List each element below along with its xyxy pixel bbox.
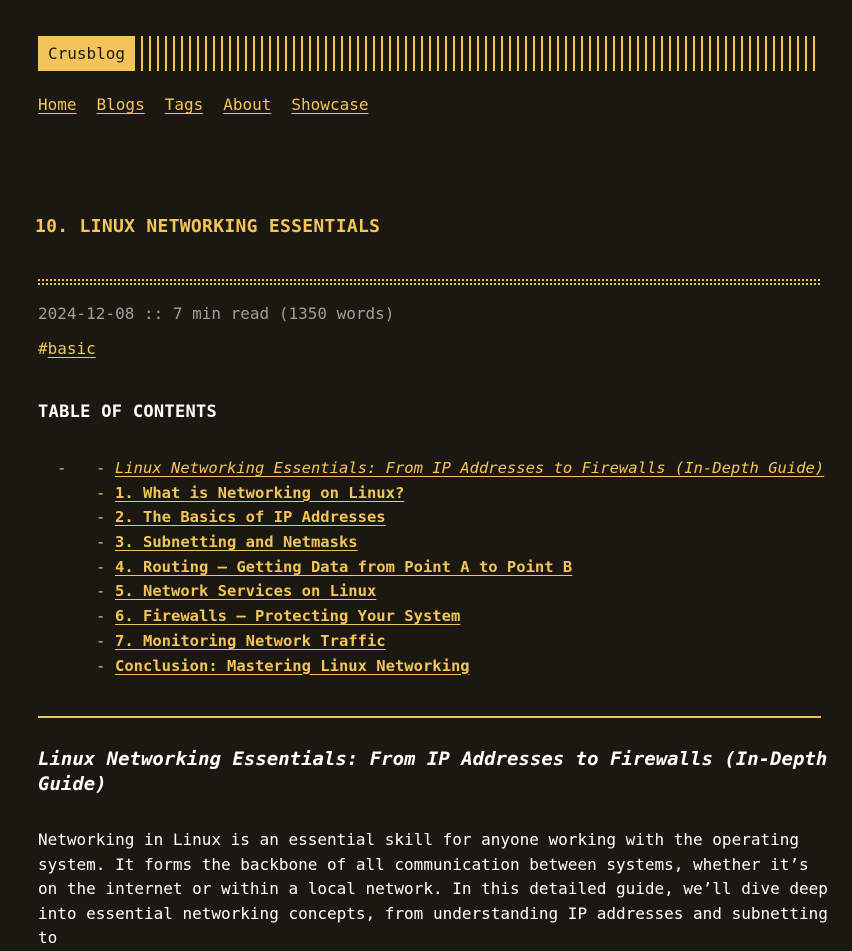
toc-bullet: - bbox=[96, 582, 106, 601]
toc-bullet: - bbox=[96, 631, 106, 650]
toc-item bbox=[38, 579, 838, 604]
article-intro: Networking in Linux is an essential skill for anyone working with the operating system. It forms the backbone of all communication between systems, whether it’s on the internet or within a local network. In this detailed guide, we’ll dive deep into essential networking concepts, from understanding IP addresses and subnetting to bbox=[38, 830, 828, 948]
toc-link-2[interactable]: 2. The Basics of IP Addresses bbox=[115, 508, 386, 527]
toc-link-5[interactable]: 5. Network Services on Linux bbox=[115, 582, 377, 601]
toc-item bbox=[38, 456, 838, 481]
nav-blogs[interactable]: Blogs bbox=[96, 95, 145, 114]
site-logo[interactable]: Crusblog bbox=[38, 36, 135, 71]
toc-link-main[interactable]: Linux Networking Essentials: From IP Addresses to Firewalls (In-Depth Guide) bbox=[115, 459, 825, 477]
toc-divider bbox=[38, 716, 821, 718]
toc-link-1[interactable]: 1. What is Networking on Linux? bbox=[115, 483, 405, 502]
toc-link-conclusion[interactable]: Conclusion: Mastering Linux Networking bbox=[115, 656, 470, 675]
toc-heading: TABLE OF CONTENTS bbox=[38, 402, 218, 422]
toc-bullet: - bbox=[57, 459, 67, 477]
tag-link-basic[interactable]: basic bbox=[47, 339, 96, 358]
toc-item bbox=[38, 629, 838, 654]
post-tags bbox=[38, 339, 96, 358]
toc-link-7[interactable]: 7. Monitoring Network Traffic bbox=[115, 631, 386, 650]
toc-link-6[interactable]: 6. Firewalls – Protecting Your System bbox=[115, 607, 461, 626]
table-of-contents bbox=[38, 456, 838, 678]
toc-bullet: - bbox=[96, 656, 106, 675]
toc-link-4[interactable]: 4. Routing – Getting Data from Point A to Point B bbox=[115, 557, 573, 576]
toc-bullet: - bbox=[96, 483, 106, 502]
nav-tags[interactable]: Tags bbox=[164, 95, 204, 114]
toc-bullet: - bbox=[96, 533, 106, 552]
article-heading: Linux Networking Essentials: From IP Addresses to Firewalls (In-Depth Guide) bbox=[38, 748, 828, 795]
post-title: 10. LINUX NETWORKING ESSENTIALS bbox=[35, 216, 381, 237]
toc-item bbox=[38, 654, 838, 679]
toc-bullet: - bbox=[96, 607, 106, 626]
toc-bullet: - bbox=[96, 508, 106, 527]
main-nav bbox=[38, 95, 821, 114]
nav-about[interactable]: About bbox=[223, 95, 272, 114]
toc-item bbox=[38, 555, 838, 580]
title-divider bbox=[38, 279, 821, 285]
toc-bullet: - bbox=[96, 459, 106, 477]
toc-link-3[interactable]: 3. Subnetting and Netmasks bbox=[115, 533, 358, 552]
tag-prefix: # bbox=[38, 339, 48, 358]
toc-bullet: - bbox=[96, 557, 106, 576]
header-stripes bbox=[141, 36, 821, 71]
toc-item bbox=[38, 530, 838, 555]
nav-home[interactable]: Home bbox=[38, 95, 77, 114]
page bbox=[35, 36, 828, 948]
toc-item bbox=[38, 481, 838, 506]
post-meta: 2024-12-08 :: 7 min read (1350 words) bbox=[38, 304, 395, 323]
nav-showcase[interactable]: Showcase bbox=[291, 95, 369, 114]
toc-item bbox=[38, 505, 838, 530]
toc-item bbox=[38, 604, 838, 629]
site-header bbox=[38, 36, 821, 71]
